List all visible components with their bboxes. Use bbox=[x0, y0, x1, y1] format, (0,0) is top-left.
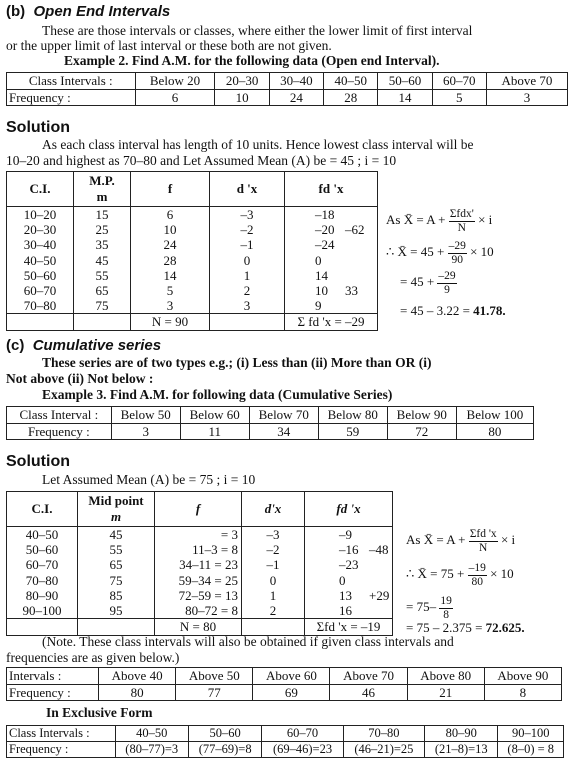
negative-sum: –62 bbox=[345, 222, 365, 237]
table-cell: 59 bbox=[318, 423, 387, 440]
table-cell: Above 40 bbox=[99, 668, 176, 685]
list-item: 59–34 = 25 bbox=[178, 572, 238, 588]
list-item: 1 bbox=[243, 267, 251, 283]
table-row bbox=[7, 89, 568, 106]
list-item: 60–70 bbox=[23, 283, 57, 299]
table-cell: Frequency : bbox=[7, 742, 116, 758]
list-item: = 3 bbox=[220, 527, 238, 542]
list-item: 10–20 bbox=[23, 207, 57, 222]
list-item: 70–80 bbox=[23, 298, 57, 314]
table-cell: 50–60 bbox=[188, 726, 261, 742]
col-header-dx: d 'x bbox=[210, 172, 285, 207]
example-2-table bbox=[6, 72, 568, 106]
list-item: 0 bbox=[339, 572, 346, 588]
exclusive-form-title: In Exclusive Form bbox=[46, 705, 153, 720]
table-cell: Below 20 bbox=[135, 73, 215, 90]
table-cell: Intervals : bbox=[7, 668, 99, 685]
list-item: 65 bbox=[109, 557, 123, 573]
table-cell: (21–8)=13 bbox=[425, 742, 498, 758]
positive-sum: +29 bbox=[369, 588, 390, 603]
list-item: 85 bbox=[109, 587, 123, 603]
example-3-table bbox=[6, 406, 534, 440]
table-cell: 90–100 bbox=[498, 726, 564, 742]
list-item: 34–11 = 23 bbox=[179, 557, 238, 573]
list-item: –24 bbox=[315, 237, 335, 253]
list-item: 28 bbox=[163, 252, 177, 268]
table-header-row bbox=[7, 668, 562, 685]
list-item: –2 bbox=[240, 222, 254, 238]
table-cell: 80–90 bbox=[425, 726, 498, 742]
table-cell: 60–70 bbox=[262, 726, 343, 742]
table-cell: 20–30 bbox=[215, 73, 269, 90]
list-item: 90–100 bbox=[22, 603, 62, 619]
table-row bbox=[7, 742, 564, 758]
col-header-dx: d'x bbox=[242, 492, 305, 527]
table-cell: Frequency : bbox=[7, 89, 136, 106]
list-item: 75 bbox=[95, 298, 109, 314]
table-cell: (80–77)=3 bbox=[115, 742, 188, 758]
list-item: 9 bbox=[315, 298, 322, 314]
list-item: –3 bbox=[240, 207, 254, 222]
list-item: 80–90 bbox=[25, 587, 59, 603]
dx-column bbox=[242, 527, 305, 619]
above-table bbox=[6, 667, 562, 701]
solution-b-line1: As each class interval has length of 10 units. Hence lowest class interval will be bbox=[42, 137, 474, 152]
note-line1: (Note. These class intervals will also be obtained if given class intervals and bbox=[42, 634, 454, 649]
formula-c-line1: As X̄ = A + $\frac{\text{Σfd 'x}}{N}$ × i bbox=[406, 528, 516, 554]
calculation-table-c bbox=[6, 491, 393, 636]
table-cell: 40–50 bbox=[115, 726, 188, 742]
section-c-para2: Not above (ii) Not below : bbox=[6, 371, 154, 386]
table-cell: (8–0) = 8 bbox=[498, 742, 564, 758]
list-item: 55 bbox=[95, 267, 109, 283]
exclusive-table bbox=[6, 725, 564, 758]
table-cell: Above 60 bbox=[253, 668, 330, 685]
list-item: –16 bbox=[339, 542, 359, 558]
table-cell: 21 bbox=[407, 684, 484, 701]
section-b-para1: These are those intervals or classes, where either the lower limit of first interval bbox=[42, 23, 473, 38]
table-cell: 5 bbox=[432, 89, 486, 106]
table-row bbox=[7, 684, 562, 701]
table-cell: Above 70 bbox=[486, 73, 567, 90]
col-header-f: f bbox=[155, 492, 242, 527]
table-cell: 6 bbox=[135, 89, 215, 106]
list-item: 30–40 bbox=[23, 237, 57, 253]
list-item: 0 bbox=[269, 572, 277, 588]
list-item: 1 bbox=[269, 587, 277, 603]
formula-c-line3: = 75– $\frac{19}{8}$ bbox=[406, 595, 452, 621]
table-cell: 50–60 bbox=[378, 73, 432, 90]
formula-b-line2: ∴ X̄ = 45 + $\frac{-29}{90}$ × 10 bbox=[386, 240, 494, 266]
table-cell: 34 bbox=[249, 423, 318, 440]
list-item: 40–50 bbox=[23, 252, 57, 268]
list-item: 72–59 = 13 bbox=[178, 587, 238, 603]
formula-c-line4: = 75 – 2.375 = 72.625. bbox=[406, 620, 525, 635]
list-item: –23 bbox=[339, 557, 359, 573]
table-cell: Below 60 bbox=[180, 407, 249, 424]
table-cell: (69–46)=23 bbox=[262, 742, 343, 758]
section-c-heading: (c) Cumulative series bbox=[6, 337, 162, 354]
table-cell: (46–21)=25 bbox=[343, 742, 424, 758]
list-item: 60–70 bbox=[25, 557, 59, 573]
table-cell: Above 80 bbox=[407, 668, 484, 685]
table-row bbox=[7, 423, 534, 440]
table-cell: Class Intervals : bbox=[7, 73, 136, 90]
table-cell: 80 bbox=[456, 423, 533, 440]
list-item: 95 bbox=[109, 603, 123, 619]
table-cell: 30–40 bbox=[269, 73, 323, 90]
table-cell: Below 100 bbox=[456, 407, 533, 424]
list-item: –9 bbox=[339, 527, 352, 542]
mp-column bbox=[78, 527, 155, 619]
formula-b-line1: As X̄ = A + $\frac{\text{Σfdx'}}{N}$ × i bbox=[386, 208, 493, 234]
table-cell: 80 bbox=[99, 684, 176, 701]
list-item: 3 bbox=[243, 298, 251, 314]
table-cell: Above 90 bbox=[484, 668, 561, 685]
section-b-para2: or the upper limit of last interval or these both are not given. bbox=[6, 38, 332, 53]
list-item: 10 bbox=[163, 222, 177, 238]
col-header-mp: M.P. m bbox=[74, 172, 131, 207]
list-item: –20 bbox=[315, 222, 335, 238]
formula-b-line3: = 45 + $\frac{-29}{9}$ bbox=[400, 270, 456, 296]
table-cell: 40–50 bbox=[324, 73, 378, 90]
list-item: 24 bbox=[163, 237, 177, 253]
col-header-ci: C.I. bbox=[7, 492, 78, 527]
list-item: 70–80 bbox=[25, 572, 59, 588]
col-header-ci: C.I. bbox=[7, 172, 74, 207]
total-fdx: Σfd 'x = –19 bbox=[305, 619, 393, 636]
total-n: N = 80 bbox=[155, 619, 242, 636]
table-header-row bbox=[7, 407, 534, 424]
section-c-para1: These series are of two types e.g.; (i) Less than (ii) More than OR (i) bbox=[42, 355, 432, 370]
col-header-fdx: fd 'x bbox=[305, 492, 393, 527]
table-cell: 46 bbox=[330, 684, 407, 701]
col-header-mp: Mid point m bbox=[78, 492, 155, 527]
list-item: 14 bbox=[315, 267, 328, 283]
list-item: 3 bbox=[166, 298, 174, 314]
list-item: 45 bbox=[109, 527, 123, 542]
formula-b-line4: = 45 – 3.22 = 41.78. bbox=[400, 303, 506, 318]
list-item: –2 bbox=[266, 542, 280, 558]
list-item: 0 bbox=[243, 252, 251, 268]
example-3-title: Example 3. Find A.M. for following data (Cumulative Series) bbox=[42, 387, 393, 402]
list-item: 80–72 = 8 bbox=[185, 603, 238, 619]
table-cell: Below 50 bbox=[111, 407, 180, 424]
table-cell: Frequency : bbox=[7, 684, 99, 701]
table-cell: 60–70 bbox=[432, 73, 486, 90]
list-item: 50–60 bbox=[25, 542, 59, 558]
ci-column bbox=[7, 207, 74, 314]
table-cell: Above 50 bbox=[176, 668, 253, 685]
solution-c-line1: Let Assumed Mean (A) be = 75 ; i = 10 bbox=[42, 472, 256, 487]
fdx-column bbox=[285, 207, 378, 314]
list-item: 13 bbox=[339, 587, 352, 603]
list-item: 20–30 bbox=[23, 222, 57, 238]
table-cell: 14 bbox=[378, 89, 432, 106]
table-cell: Below 70 bbox=[249, 407, 318, 424]
table-cell: 72 bbox=[387, 423, 456, 440]
example-2-title: Example 2. Find A.M. for the following data (Open end Interval). bbox=[64, 53, 440, 68]
table-cell: 3 bbox=[111, 423, 180, 440]
list-item: –3 bbox=[266, 527, 280, 542]
f-column bbox=[131, 207, 210, 314]
table-cell: Class Intervals : bbox=[7, 726, 116, 742]
table-header-row bbox=[7, 726, 564, 742]
list-item: 50–60 bbox=[23, 267, 57, 283]
table-cell: 70–80 bbox=[343, 726, 424, 742]
list-item: 15 bbox=[95, 207, 109, 222]
formula-c-line2: ∴ X̄ = 75 + $\frac{-19}{80}$ × 10 bbox=[406, 562, 514, 588]
list-item: 65 bbox=[95, 283, 109, 299]
table-cell: 24 bbox=[269, 89, 323, 106]
total-n: N = 90 bbox=[131, 314, 210, 331]
list-item: 45 bbox=[95, 252, 109, 268]
list-item: 10 bbox=[315, 283, 328, 299]
solution-heading-b: Solution bbox=[6, 119, 70, 136]
f-column bbox=[155, 527, 242, 619]
table-cell: Frequency : bbox=[7, 423, 112, 440]
mp-column bbox=[74, 207, 131, 314]
list-item: –1 bbox=[266, 557, 280, 573]
negative-sum: –48 bbox=[369, 542, 389, 557]
table-cell: Class Interval : bbox=[7, 407, 112, 424]
positive-sum: 33 bbox=[345, 283, 358, 298]
calculation-table-b bbox=[6, 171, 378, 331]
list-item: –18 bbox=[315, 207, 335, 222]
fdx-column bbox=[305, 527, 393, 619]
list-item: 5 bbox=[166, 283, 174, 299]
solution-b-line2: 10–20 and highest as 70–80 and Let Assumed Mean (A) be = 45 ; i = 10 bbox=[6, 153, 397, 168]
dx-column bbox=[210, 207, 285, 314]
ci-column bbox=[7, 527, 78, 619]
solution-heading-c: Solution bbox=[6, 453, 70, 470]
list-item: 40–50 bbox=[25, 527, 59, 542]
table-cell: (77–69)=8 bbox=[188, 742, 261, 758]
list-item: 16 bbox=[339, 603, 352, 619]
col-header-fdx: fd 'x bbox=[285, 172, 378, 207]
list-item: 2 bbox=[269, 603, 277, 619]
list-item: 14 bbox=[163, 267, 177, 283]
table-cell: 10 bbox=[215, 89, 269, 106]
list-item: 0 bbox=[315, 252, 322, 268]
table-cell: 77 bbox=[176, 684, 253, 701]
table-cell: 69 bbox=[253, 684, 330, 701]
list-item: 2 bbox=[243, 283, 251, 299]
list-item: 55 bbox=[109, 542, 123, 558]
table-header-row bbox=[7, 73, 568, 90]
list-item: 11–3 = 8 bbox=[192, 542, 238, 558]
table-cell: Below 90 bbox=[387, 407, 456, 424]
table-cell: 3 bbox=[486, 89, 567, 106]
table-cell: Below 80 bbox=[318, 407, 387, 424]
list-item: 35 bbox=[95, 237, 109, 253]
table-cell: 28 bbox=[324, 89, 378, 106]
list-item: 6 bbox=[166, 207, 174, 222]
table-cell: Above 70 bbox=[330, 668, 407, 685]
list-item: 75 bbox=[109, 572, 123, 588]
total-fdx: Σ fd 'x = –29 bbox=[285, 314, 378, 331]
note-line2: frequencies are as given below.) bbox=[6, 650, 180, 665]
section-b-heading: (b) Open End Intervals bbox=[6, 3, 171, 20]
col-header-f: f bbox=[131, 172, 210, 207]
list-item: –1 bbox=[240, 237, 254, 253]
table-cell: 11 bbox=[180, 423, 249, 440]
table-cell: 8 bbox=[484, 684, 561, 701]
list-item: 25 bbox=[95, 222, 109, 238]
